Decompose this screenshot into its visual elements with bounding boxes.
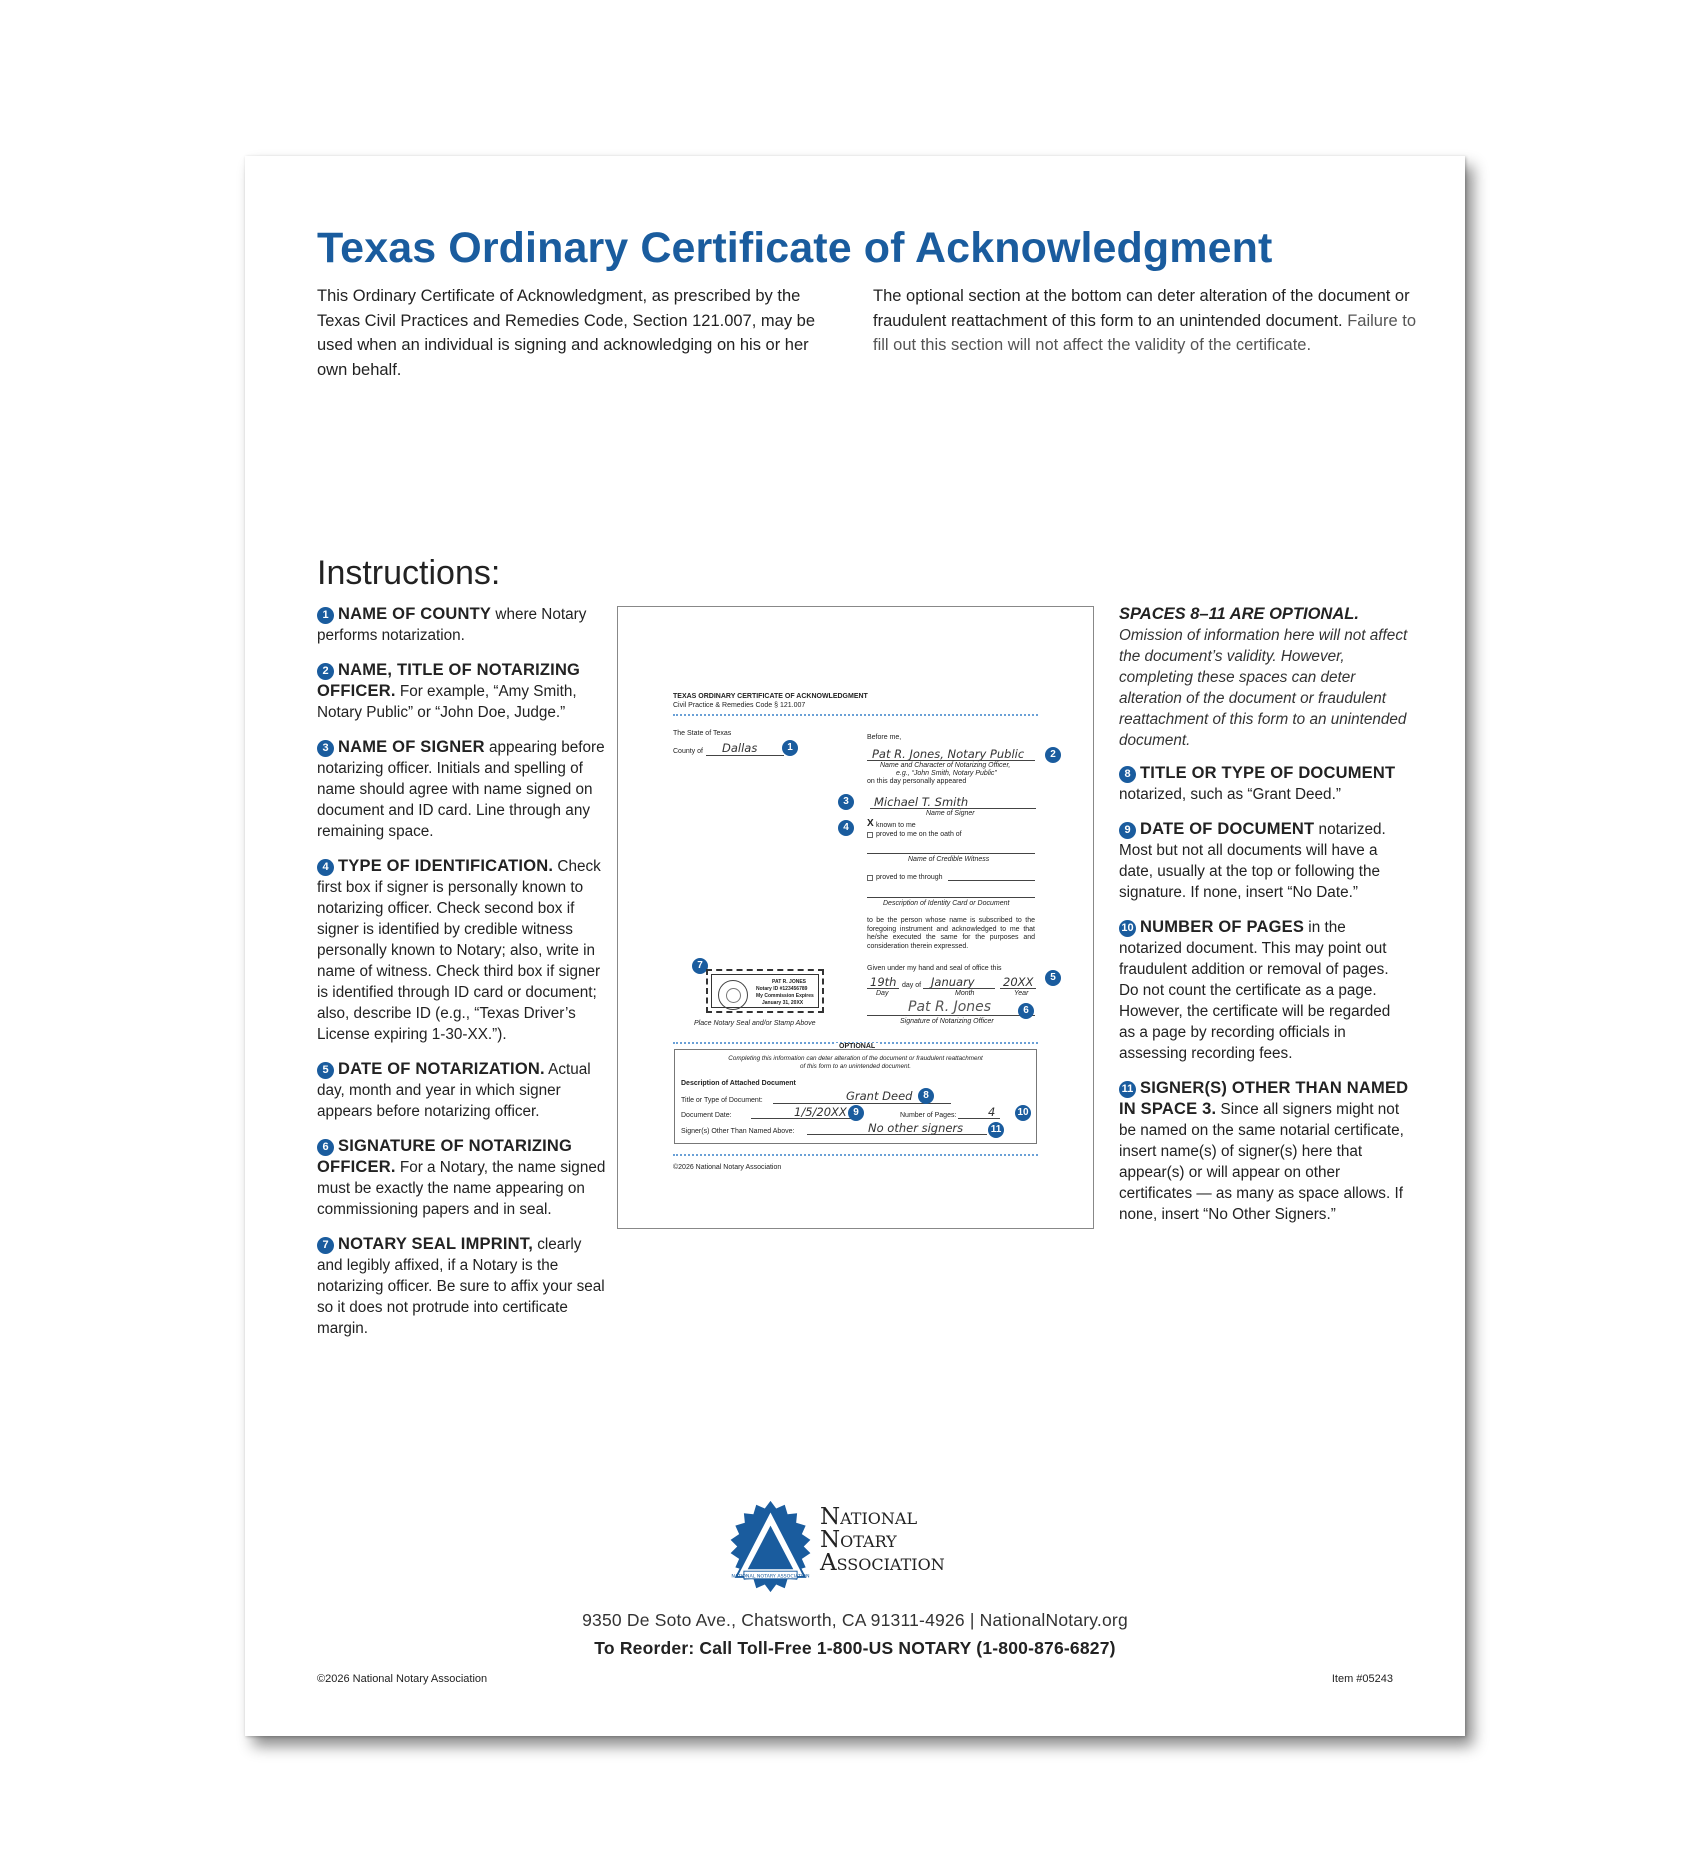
- intro-left: This Ordinary Certificate of Acknowledgment, as prescribed by the Texas Civil Practices and Remedies Code, Section 121.007, may be used when an individual is signing and acknowledging on his or her own behalf.: [317, 287, 816, 379]
- instruction-item: [317, 1136, 607, 1220]
- instruction-head: NAME, TITLE OF NOTARIZING OFFICER.: [317, 661, 581, 700]
- instruction-item: [1119, 917, 1409, 1064]
- stamp-date: January 31, 20XX: [762, 1000, 804, 1006]
- instruction-head: NAME OF SIGNER: [338, 738, 485, 756]
- month-caption: Month: [955, 990, 975, 997]
- nna-wordmark: [820, 1506, 945, 1575]
- instruction-number: 5: [317, 1062, 334, 1079]
- wordmark-line-2: Notary: [820, 1527, 897, 1553]
- instructions-list: [317, 604, 607, 1353]
- others-label: Signer(s) Other Than Named Above:: [681, 1128, 795, 1135]
- sample-code: Civil Practice & Remedies Code § 121.007: [673, 702, 806, 709]
- instruction-head: SIGNER(S) OTHER THAN NAMED IN SPACE 3.: [1119, 1079, 1409, 1118]
- stamp-id: Notary ID #123456789: [756, 986, 808, 992]
- sample-marker-6: 6: [1018, 1003, 1034, 1019]
- sample-marker-8: 8: [918, 1088, 934, 1104]
- checkbox-oath: [867, 832, 873, 838]
- doc-title-label: Title or Type of Document:: [681, 1097, 763, 1104]
- officer-value: Pat R. Jones, Notary Public: [872, 747, 1025, 761]
- proved-through-label: proved to me through: [876, 874, 943, 881]
- instruction-body: For example, “Amy Smith, Notary Public” or “John Doe, Judge.”: [317, 683, 577, 721]
- sample-title: TEXAS ORDINARY CERTIFICATE OF ACKNOWLEDGMENT: [673, 693, 868, 700]
- instruction-body: notarized, such as “Grant Deed.”: [1119, 786, 1341, 803]
- month-value: January: [931, 975, 975, 989]
- signer-line: [870, 808, 1036, 809]
- year-line: [1000, 988, 1036, 989]
- officer-example: e.g., “John Smith, Notary Public”: [896, 770, 997, 777]
- page-title: Texas Ordinary Certificate of Acknowledgment: [317, 224, 1273, 272]
- instruction-number: 9: [1119, 822, 1136, 839]
- notary-stamp-border: [711, 974, 819, 1008]
- witness-line: [867, 853, 1035, 854]
- sample-marker-1: 1: [782, 740, 798, 756]
- sample-state: The State of Texas: [673, 730, 732, 737]
- instruction-number: 1: [317, 607, 334, 624]
- logo-seal-text: NATIONAL NOTARY ASSOCIATION: [731, 1574, 810, 1580]
- id-line: [867, 897, 1035, 898]
- sample-before-me: Before me,: [867, 734, 902, 741]
- proved-oath-label: proved to me on the oath of: [876, 831, 962, 838]
- witness-caption: Name of Credible Witness: [908, 856, 990, 863]
- instruction-body: in the notarized document. This may point out fraudulent addition or removal of pages. Do not count the certificate as a page. However, the certificate will be regarded as a page by recording officials in assessing recording fees.: [1119, 919, 1391, 1062]
- sample-top-divider: [673, 714, 1038, 717]
- instruction-head: DATE OF NOTARIZATION.: [338, 1060, 545, 1078]
- instruction-item: [317, 1059, 607, 1122]
- optional-label: OPTIONAL: [836, 1043, 878, 1052]
- instruction-head: TITLE OR TYPE OF DOCUMENT: [1140, 764, 1396, 782]
- signer-value: Michael T. Smith: [874, 795, 969, 809]
- instruction-number: 2: [317, 663, 334, 680]
- instruction-item: [1119, 763, 1409, 805]
- sample-marker-10: 10: [1015, 1105, 1031, 1121]
- sample-county-label: County of: [673, 748, 703, 755]
- footer-reorder: To Reorder: Call Toll-Free 1-800-US NOTARY (1-800-876-6827): [594, 1638, 1116, 1658]
- instruction-number: 4: [317, 859, 334, 876]
- signature-caption: Signature of Notarizing Officer: [900, 1018, 994, 1025]
- stamp-name: PAT R. JONES: [772, 979, 806, 985]
- instructions-heading: Instructions:: [317, 554, 501, 592]
- pages-label: Number of Pages:: [900, 1112, 957, 1119]
- signature-line: [867, 1015, 1035, 1016]
- instruction-body: For a Notary, the name signed must be exactly the name appearing on commissioning papers and in seal.: [317, 1159, 606, 1218]
- sample-appeared: on this day personally appeared: [867, 778, 967, 785]
- year-value: 20XX: [1003, 975, 1034, 989]
- sample-marker-3: 3: [838, 794, 854, 810]
- doc-date-label: Document Date:: [681, 1112, 732, 1119]
- sample-marker-5: 5: [1045, 970, 1061, 986]
- nna-logo-icon: [723, 1499, 818, 1594]
- intro-right: [873, 284, 1428, 358]
- officer-caption: Name and Character of Notarizing Officer,: [880, 762, 1011, 769]
- others-value: No other signers: [868, 1121, 964, 1135]
- instruction-body: notarized. Most but not all documents will have a date, usually at the top or following the signature. If none, insert “No Date.”: [1119, 821, 1386, 901]
- intro-right-main: The optional section at the bottom can deter alteration of the document or fraudulent reattachment of this form to an unintended document.: [873, 287, 1410, 330]
- instruction-item: [317, 604, 607, 646]
- instruction-number: 11: [1119, 1081, 1136, 1098]
- stamp-expires: My Commission Expires: [756, 993, 814, 999]
- known-label: known to me: [876, 822, 916, 829]
- sample-body-text: to be the person whose name is subscribed to the foregoing instrument and acknowledged to me that he/she executed the same for the purposes and consideration therein expressed.: [867, 917, 1035, 950]
- instruction-number: 3: [317, 740, 334, 757]
- instruction-body: clearly and legibly affixed, if a Notary is the notarizing officer. Be sure to affix your seal so it does not protrude into certificate margin.: [317, 1236, 605, 1337]
- instruction-item: [317, 856, 607, 1045]
- instruction-item: [1119, 819, 1409, 903]
- county-value: Dallas: [722, 741, 758, 755]
- county-line: [706, 755, 784, 756]
- attached-label: Description of Attached Document: [681, 1080, 796, 1087]
- day-line: [867, 988, 899, 989]
- sample-copyright: ©2026 National Notary Association: [673, 1164, 782, 1171]
- through-line: [948, 880, 1035, 881]
- sample-marker-2: 2: [1045, 747, 1061, 763]
- year-caption: Year: [1014, 990, 1029, 997]
- document-page: [245, 156, 1465, 1736]
- doc-title-value: Grant Deed: [846, 1089, 913, 1103]
- day-value: 19th: [870, 975, 897, 989]
- instruction-item: [317, 660, 607, 723]
- instruction-body: where Notary performs notarization.: [317, 606, 587, 644]
- seal-caption: Place Notary Seal and/or Stamp Above: [694, 1020, 816, 1027]
- optional-heading: SPACES 8–11 ARE OPTIONAL.: [1119, 605, 1359, 623]
- pages-value: 4: [988, 1105, 996, 1119]
- instruction-item: [1119, 1078, 1409, 1225]
- sample-certificate: [617, 606, 1094, 1229]
- instruction-body: Check first box if signer is personally known to notarizing officer. Check second box if signer is identified by credible witness personally known to Notary; also, write in name of witness. Check third box if signer is identified through ID card or document; also, describe ID (e.g., “Texas Driver’s License expiring 1-30-XX.”).: [317, 858, 601, 1043]
- optional-body: Omission of information here will not affect the document’s validity. However, completing these spaces can deter alteration of the document or fraudulent reattachment of this form to an unintended document.: [1119, 627, 1408, 749]
- id-caption: Description of Identity Card or Document: [883, 900, 1010, 907]
- sample-marker-7: 7: [692, 958, 708, 974]
- instruction-body: Actual day, month and year in which signer appears before notarizing officer.: [317, 1061, 591, 1120]
- month-line: [923, 988, 995, 989]
- instruction-number: 8: [1119, 766, 1136, 783]
- instruction-body: appearing before notarizing officer. Initials and spelling of name should agree with name signed on document and ID card. Line through any remaining space.: [317, 739, 605, 840]
- signer-caption: Name of Signer: [926, 810, 975, 817]
- day-caption: Day: [876, 990, 889, 997]
- footer-copyright: ©2026 National Notary Association: [317, 1673, 488, 1685]
- officer-line: [867, 760, 1035, 761]
- notary-stamp: [706, 969, 824, 1013]
- footer-address: 9350 De Soto Ave., Chatsworth, CA 91311-4926 | NationalNotary.org: [582, 1610, 1128, 1630]
- instruction-head: NOTARY SEAL IMPRINT,: [338, 1235, 533, 1253]
- instruction-number: 6: [317, 1139, 334, 1156]
- intro-right-note: Failure to fill out this section will not affect the validity of the certificate.: [873, 311, 1416, 354]
- instruction-item: [317, 737, 607, 842]
- instruction-body: Since all signers might not be named on the same notarial certificate, insert name(s) of signer(s) here that appear(s) or will appear on other certificates — as many as space allows. If none, insert “No Other Signers.”: [1119, 1101, 1404, 1223]
- instruction-head: NAME OF COUNTY: [338, 605, 492, 623]
- given-text: Given under my hand and seal of office this: [867, 965, 1002, 972]
- instruction-head: NUMBER OF PAGES: [1140, 918, 1305, 936]
- sample-marker-9: 9: [848, 1105, 864, 1121]
- instruction-number: 7: [317, 1237, 334, 1254]
- notary-seal-icon: [718, 980, 748, 1010]
- wordmark-line-3: Association: [820, 1550, 945, 1576]
- optional-note: Completing this information can deter alteration of the document or fraudulent reattachment of this form to an unintended document.: [728, 1055, 983, 1070]
- instruction-number: 10: [1119, 920, 1136, 937]
- instruction-head: DATE OF DOCUMENT: [1140, 820, 1315, 838]
- optional-instructions: [1119, 604, 1409, 1239]
- checkbox-through: [867, 875, 873, 881]
- check-mark: X: [867, 818, 874, 829]
- signature-value: Pat R. Jones: [908, 999, 992, 1015]
- doc-date-value: 1/5/20XX: [794, 1105, 847, 1119]
- instruction-item: [317, 1234, 607, 1339]
- wordmark-line-1: National: [820, 1504, 918, 1530]
- sample-bottom-divider: [673, 1154, 1038, 1157]
- instruction-head: TYPE OF IDENTIFICATION.: [338, 857, 554, 875]
- sample-marker-11: 11: [988, 1122, 1004, 1138]
- sample-marker-4: 4: [838, 820, 854, 836]
- instruction-head: SIGNATURE OF NOTARIZING OFFICER.: [317, 1137, 573, 1176]
- footer-item-number: Item #05243: [1331, 1673, 1393, 1685]
- day-of-label: day of: [902, 982, 922, 989]
- optional-intro: [1119, 604, 1409, 751]
